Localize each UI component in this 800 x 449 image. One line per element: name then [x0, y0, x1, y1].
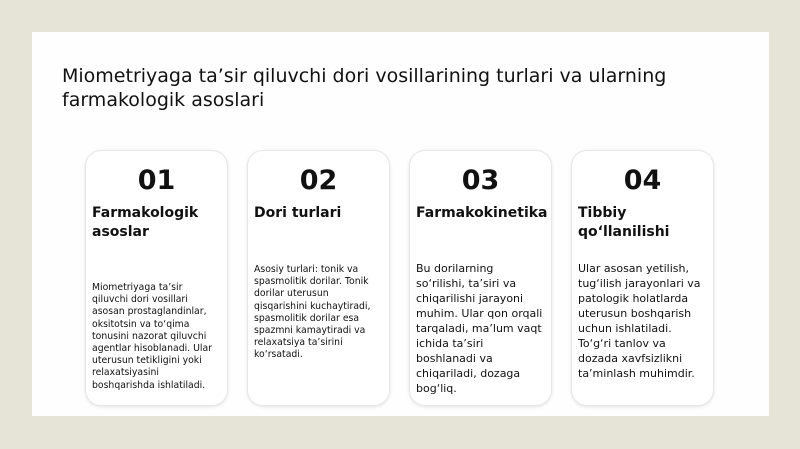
card-heading: Farmakokinetika [416, 205, 548, 221]
card-farmakokinetika [409, 150, 552, 406]
card-farmakologik-asoslar [85, 150, 228, 406]
card-description: Bu dorilarning so‘rilishi, ta’siri va chiqarilishi jarayoni muhim. Ular qon orqali tarqaladi, ma’lum vaqt ichida ta’siri boshlanadi va chiqariladi, dozaga bog‘liq. [416, 262, 543, 395]
card-number: 02 [299, 165, 338, 196]
card-heading: Dori turlari [254, 205, 342, 221]
card-dori-turlari [247, 150, 390, 406]
card-description: Ular asosan yetilish, tug‘ilish jarayonlari va patologik holatlarda uterusun boshqarish uchun ishlatiladi. To‘g‘ri tanlov va dozada xavfsizlikni ta’minlash muhimdir. [578, 262, 701, 380]
card-heading: Tibbiy qo‘llanilishi [578, 205, 670, 240]
card-number: 01 [137, 165, 176, 196]
card-number: 03 [461, 165, 500, 196]
card-description: Asosiy turlari: tonik va spasmolitik dorilar. Tonik dorilar uterusun qisqarishini kuchaytiradi, spasmolitik dorilar esa spazmni kamaytiradi va relaxatsiya ta’sirini ko‘rsatadi. [254, 264, 371, 361]
slide-title: Miometriyaga ta’sir qiluvchi dori vosillarining turlari va ularning farmakologik asoslari [62, 65, 667, 111]
slide [32, 32, 769, 416]
card-heading: Farmakologik asoslar [92, 205, 199, 240]
card-tibbiy-qollanilishi [571, 150, 714, 406]
card-number: 04 [623, 165, 662, 196]
card-description: Miometriyaga ta’sir qiluvchi dori vosillari asosan prostaglandinlar, oksitotsin va to‘qima tonusini nazorat qiluvchi agentlar hisoblanadi. Ular uterusun tetikligini yoki relaxatsiyasini boshqarishda ishlatiladi. [92, 282, 212, 391]
